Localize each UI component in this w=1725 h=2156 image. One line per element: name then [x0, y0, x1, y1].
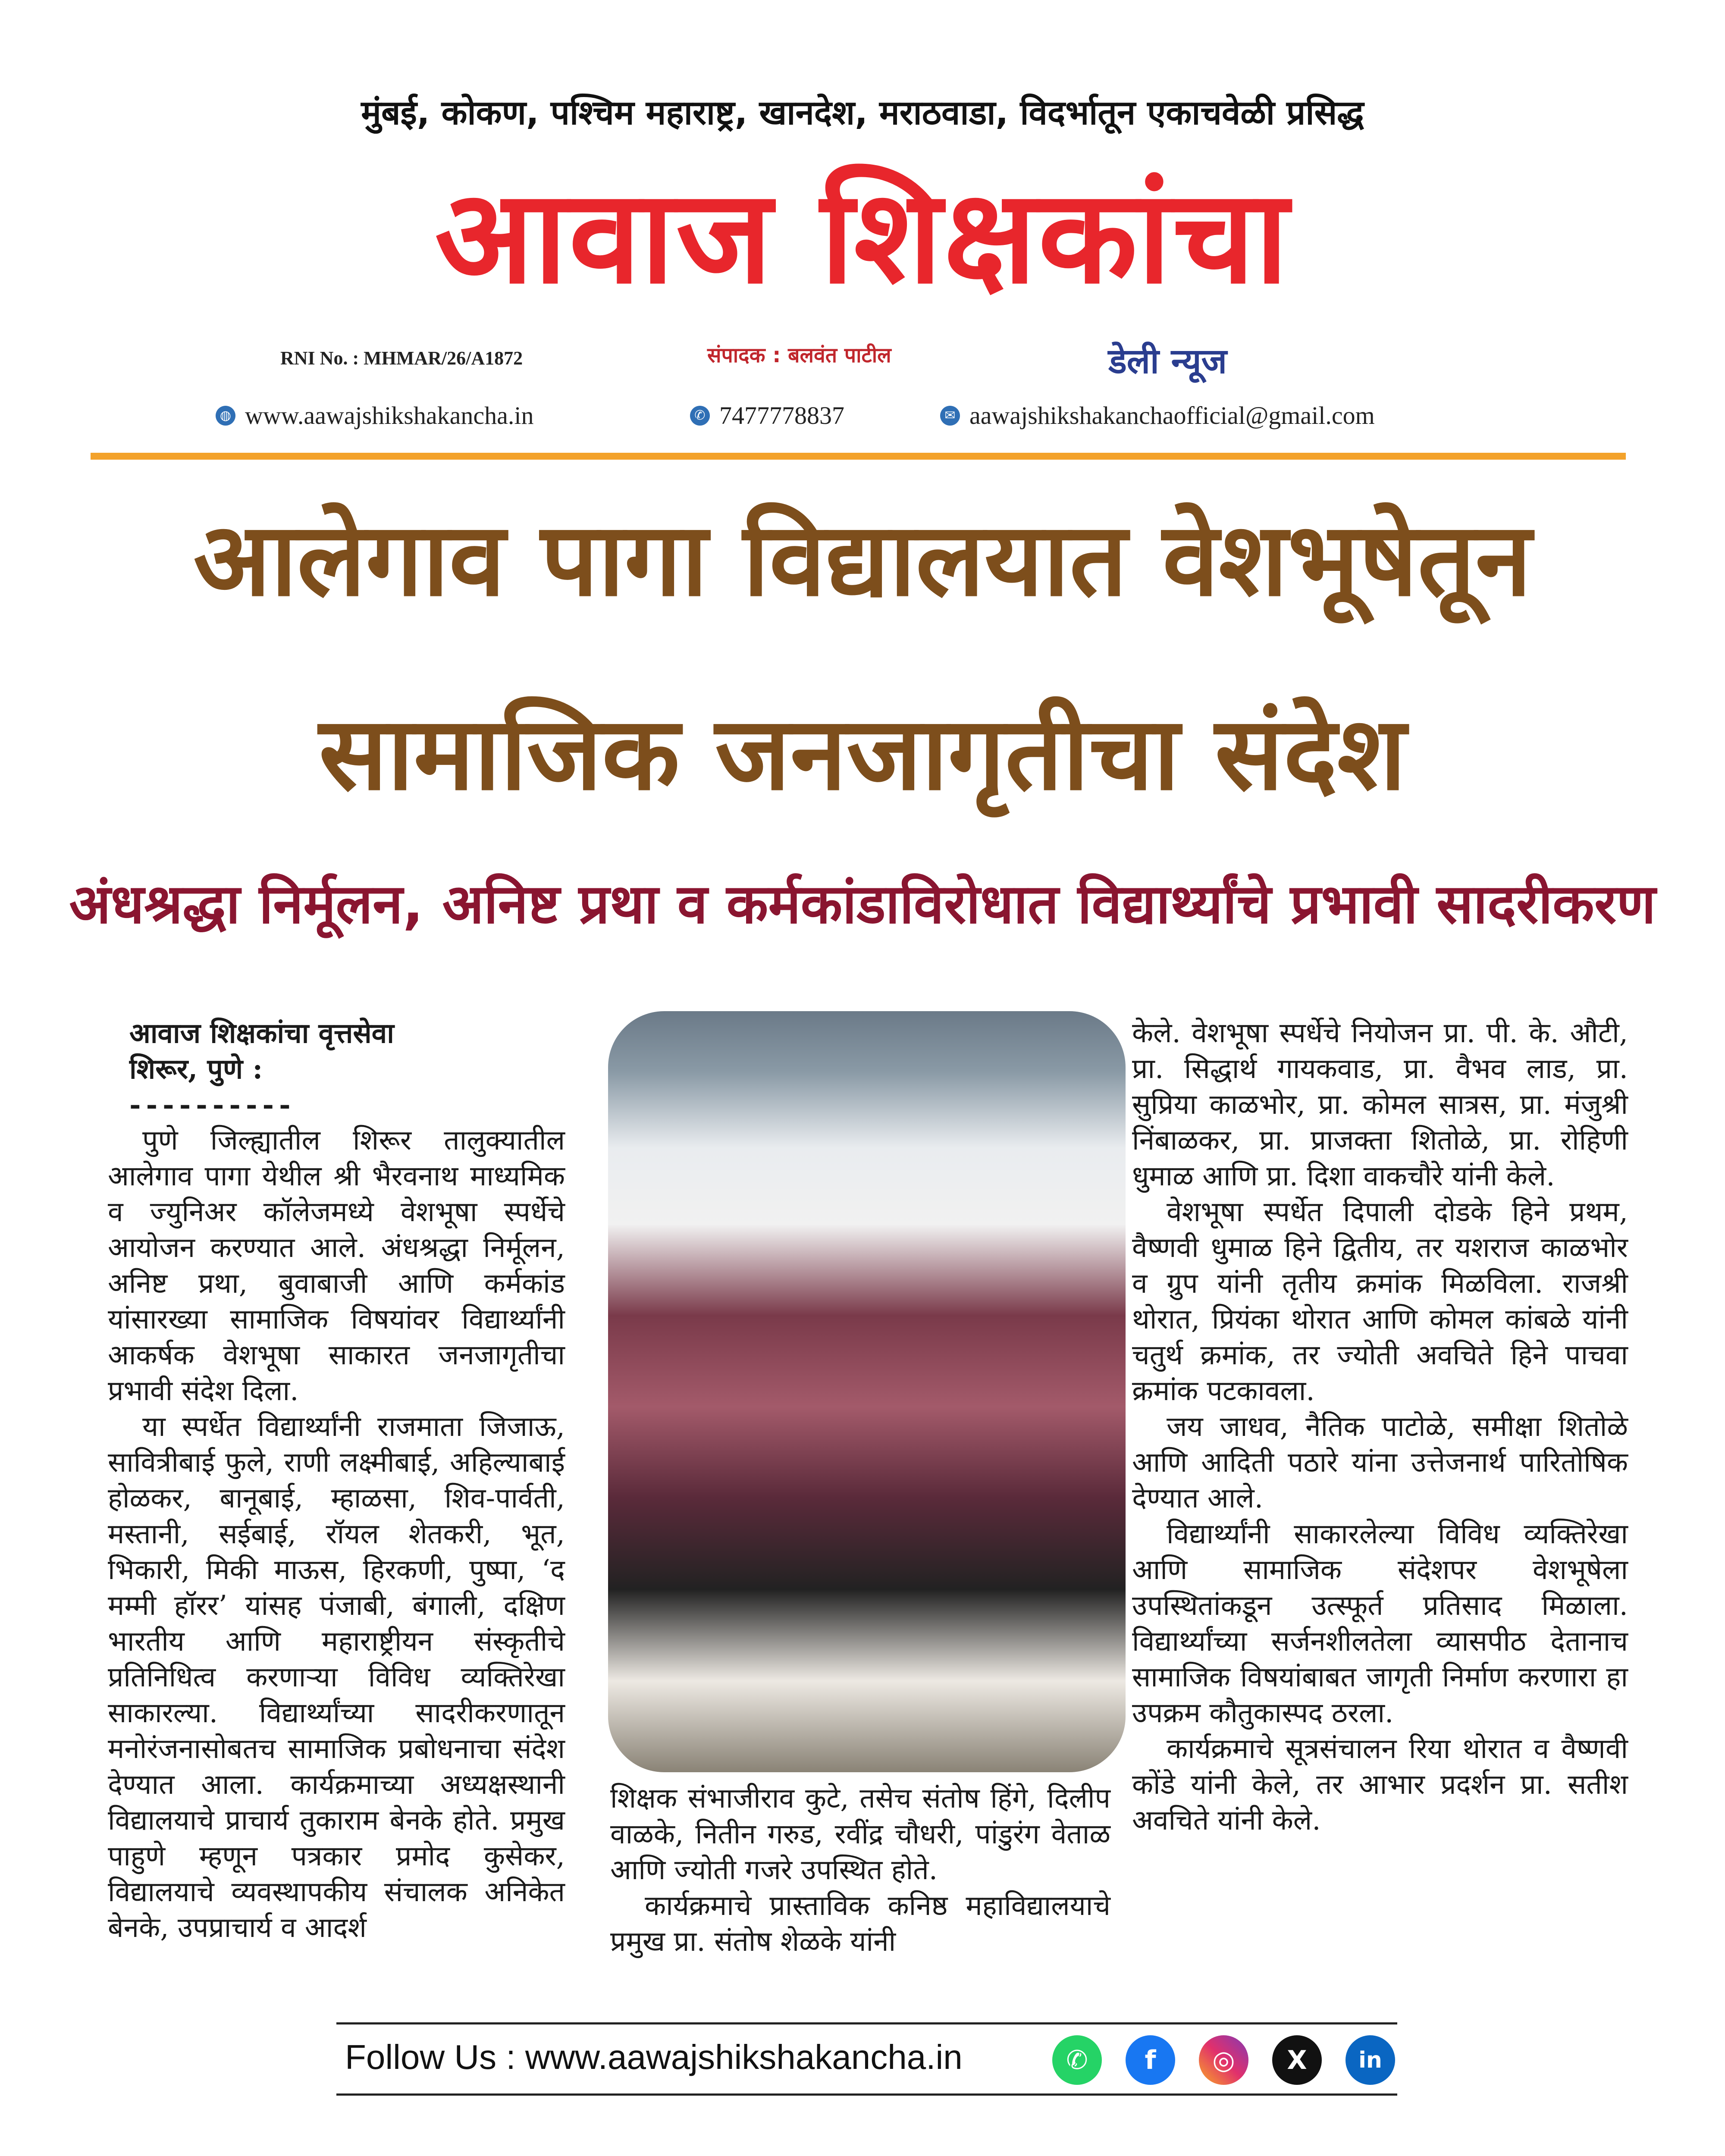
- byline-place: शिरूर, पुणे :: [129, 1053, 263, 1085]
- follow-us-link[interactable]: Follow Us : www.aawajshikshakancha.in: [345, 2038, 963, 2076]
- headline-line-2: सामाजिक जनजागृतीचा संदेश: [319, 695, 1406, 813]
- byline-dashes: ----------: [129, 1089, 296, 1121]
- phone-number[interactable]: 7477778837: [719, 401, 844, 429]
- paragraph: कार्यक्रमाचे सूत्रसंचालन रिया थोरात व वैष्णवी कोंडे यांनी केले, तर आभार प्रदर्शन प्रा. सतीश अवचिते यांनी केले.: [1132, 1733, 1628, 1836]
- subheadline: अंधश्रद्धा निर्मूलन, अनिष्ट प्रथा व कर्मकांडाविरोधात विद्यार्थ्यांचे प्रभावी सादरीकरण: [69, 872, 1656, 936]
- footer-divider-bottom: [336, 2093, 1397, 2096]
- article-column-2: [610, 1781, 1110, 1960]
- byline-service: आवाज शिक्षकांचा वृत्तसेवा: [129, 1017, 394, 1050]
- rni-number: RNI No. : MHMAR/26/A1872: [280, 348, 523, 369]
- article-column-1: [108, 1015, 565, 1946]
- paragraph: पुणे जिल्ह्यातील शिरूर तालुक्यातील आलेगाव पागा येथील श्री भैरवनाथ माध्यमिक व ज्युनिअर कॉलेजमध्ये वेशभूषा स्पर्धेचे आयोजन करण्यात आले. अंधश्रद्धा निर्मूलन, अनिष्ट प्रथा, बुवाबाजी आणि कर्मकांड यांसारख्या सामाजिक विषयांवर विद्यार्थ्यांनी आकर्षक वेशभूषा साकारत जनजागृतीचा प्रभावी संदेश दिला.: [108, 1125, 565, 1407]
- instagram-icon[interactable]: ◎: [1199, 2035, 1248, 2085]
- paragraph: केले. वेशभूषा स्पर्धेचे नियोजन प्रा. पी. के. औटी, प्रा. सिद्धार्थ गायकवाड, प्रा. वैभव लाड, प्रा. सुप्रिया काळभोर, प्रा. कोमल सात्रस, प्रा. मंजुश्री निंबाळकर, प्रा. प्राजक्ता शितोळे, प्रा. रोहिणी धुमाळ आणि प्रा. दिशा वाकचौरे यांनी केले.: [1132, 1017, 1628, 1192]
- email-contact[interactable]: [940, 401, 1375, 430]
- globe-icon: ◍: [216, 406, 235, 426]
- linkedin-icon[interactable]: in: [1346, 2035, 1395, 2085]
- paragraph: जय जाधव, नैतिक पाटोळे, समीक्षा शितोळे आणि आदिती पठारे यांना उत्तेजनार्थ पारितोषिक देण्यात आले.: [1132, 1411, 1628, 1514]
- headline-line-1: आलेगाव पागा विद्यालयात वेशभूषेतून: [193, 501, 1532, 619]
- phone-contact[interactable]: [690, 401, 844, 430]
- email-icon: ✉: [940, 406, 960, 426]
- x-icon[interactable]: X: [1272, 2035, 1322, 2085]
- header-divider: [91, 453, 1626, 460]
- masthead-logo: आवाज शिक्षकांचा: [435, 162, 1290, 312]
- footer-divider-top: [336, 2022, 1397, 2024]
- email-address[interactable]: aawajshikshakanchaofficial@gmail.com: [969, 401, 1375, 429]
- editor-credit: संपादक : बलवंत पाटील: [707, 343, 891, 367]
- facebook-icon[interactable]: f: [1126, 2035, 1175, 2085]
- paragraph: कार्यक्रमाचे प्रास्ताविक कनिष्ठ महाविद्यालयाचे प्रमुख प्रा. संतोष शेळके यांनी: [610, 1890, 1110, 1958]
- social-icons: [1052, 2035, 1395, 2085]
- phone-icon: ✆: [690, 406, 710, 426]
- tagline: मुंबई, कोकण, पश्चिम महाराष्ट्र, खानदेश, मराठवाडा, विदर्भातून एकाचवेळी प्रसिद्ध: [361, 94, 1364, 132]
- edition-label: डेली न्यूज: [1108, 341, 1227, 381]
- article-column-3: [1132, 1015, 1628, 1839]
- paragraph: या स्पर्धेत विद्यार्थ्यांनी राजमाता जिजाऊ, सावित्रीबाई फुले, राणी लक्ष्मीबाई, अहिल्याबाई होळकर, बानूबाई, म्हाळसा, शिव-पार्वती, मस्तानी, सईबाई, रॉयल शेतकरी, भूत, भिकारी, मिकी माऊस, हिरकणी, पुष्पा, ‘द मम्मी हॉरर’ यांसह पंजाबी, बंगाली, दक्षिण भारतीय आणि महाराष्ट्रीयन संस्कृतीचे प्रतिनिधित्व करणाऱ्या विविध व्यक्तिरेखा साकारल्या. विद्यार्थ्यांच्या सादरीकरणातून मनोरंजनासोबतच सामाजिक प्रबोधनाचा संदेश देण्यात आला. कार्यक्रमाच्या अध्यक्षस्थानी विद्यालयाचे प्राचार्य तुकाराम बेनके होते. प्रमुख पाहुणे म्हणून पत्रकार प्रमोद कुसेकर, विद्यालयाचे व्यवस्थापकीय संचालक अनिकेत बेनके, उपप्राचार्य व आदर्श: [108, 1411, 565, 1944]
- website-link[interactable]: www.aawajshikshakancha.in: [245, 401, 534, 429]
- event-group-photo: [608, 1011, 1126, 1772]
- paragraph: वेशभूषा स्पर्धेत दिपाली दोडके हिने प्रथम, वैष्णवी धुमाळ हिने द्वितीय, तर यशराज काळभोर व ग्रुप यांनी तृतीय क्रमांक मिळविला. राजश्री थोरात, प्रियंका थोरात आणि कोमल कांबळे यांनी चतुर्थ क्रमांक, तर ज्योती अवचिते हिने पाचवा क्रमांक पटकावला.: [1132, 1196, 1628, 1407]
- paragraph: शिक्षक संभाजीराव कुटे, तसेच संतोष हिंगे, दिलीप वाळके, नितीन गरुड, रवींद्र चौधरी, पांडुरंग वेताळ आणि ज्योती गजरे उपस्थित होते.: [610, 1783, 1110, 1886]
- website-contact[interactable]: [216, 401, 533, 430]
- whatsapp-icon[interactable]: ✆: [1052, 2035, 1102, 2085]
- paragraph: विद्यार्थ्यांनी साकारलेल्या विविध व्यक्तिरेखा आणि सामाजिक संदेशपर वेशभूषेला उपस्थितांकडून उत्स्फूर्त प्रतिसाद मिळाला. विद्यार्थ्यांच्या सर्जनशीलतेला व्यासपीठ देतानाच सामाजिक विषयांबाबत जागृती निर्माण करणारा हा उपक्रम कौतुकास्पद ठरला.: [1132, 1518, 1628, 1729]
